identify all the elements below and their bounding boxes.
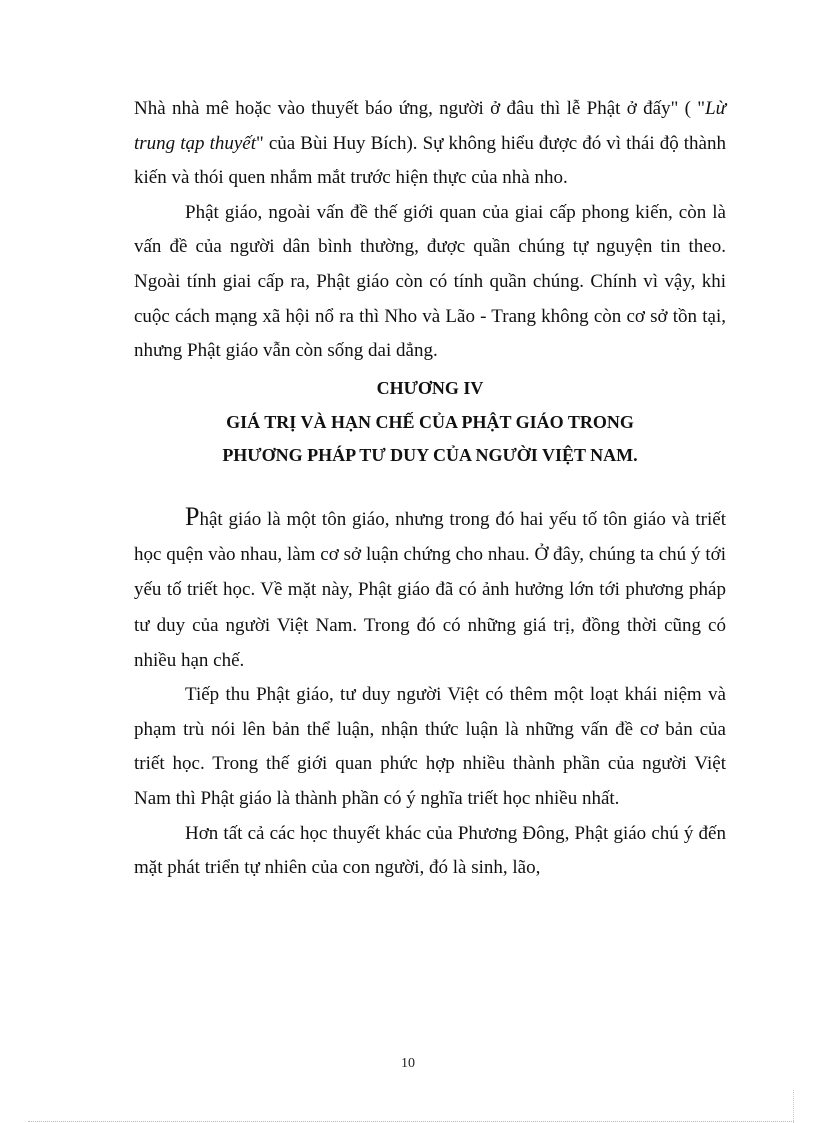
book-title: Lừ trung tạp thuyết (134, 98, 726, 154)
paragraph-buddhism-religion (134, 502, 726, 678)
paragraph-text: Nhà nhà mê hoặc vào thuyết báo ứng, người ở đâu thì lễ Phật ở đấy" ( " (134, 98, 706, 119)
section-spacer (134, 472, 726, 502)
paragraph-text: " của Bùi Huy Bích). Sự không hiểu được đó vì thái độ thành kiến và thói quen nhắm mắt trước hiện thực của nhà nho. (134, 132, 726, 189)
page-right-border (793, 1090, 794, 1123)
paragraph-concepts: Tiếp thu Phật giáo, tư duy người Việt có thêm một loạt khái niệm và phạm trù nói lên bản thể luận, nhận thức luận là những vấn đề cơ bản của triết học. Trong thế giới quan phức hợp nhiều thành phần của người Việt Nam thì Phật giáo là thành phần có ý nghĩa triết học nhiều nhất. (134, 684, 726, 810)
chapter-title-line-1: GIÁ TRỊ VÀ HẠN CHẾ CỦA PHẬT GIÁO TRONG (226, 411, 634, 432)
paragraph-continuation (134, 92, 726, 196)
paragraph-buddhism-masses: Phật giáo, ngoài vấn đề thế giới quan của giai cấp phong kiến, còn là vấn đề của người dân bình thường, được quần chúng tự nguyện tin theo. Ngoài tính giai cấp ra, Phật giáo còn có tính quần chúng. Chính vì vậy, khi cuộc cách mạng xã hội nổ ra thì Nho và Lão - Trang không còn cơ sở tồn tại, nhưng Phật giáo vẫn còn sống dai dẳng. (134, 201, 726, 362)
page-number: 10 (401, 1056, 415, 1071)
chapter-label: CHƯƠNG IV (376, 377, 484, 398)
chapter-title-line-2: PHƯƠNG PHÁP TƯ DUY CỦA NGƯỜI VIỆT NAM. (222, 444, 638, 465)
document-body (134, 92, 726, 886)
paragraph-natural-development: Hơn tất cả các học thuyết khác của Phương Đông, Phật giáo chú ý đến mặt phát triển tự nhiên của con người, đó là sinh, lão, (134, 822, 726, 879)
page-bottom-border (28, 1121, 794, 1122)
drop-letter: P (185, 501, 200, 531)
paragraph-text: hật giáo là một tôn giáo, nhưng trong đó hai yếu tố tôn giáo và triết học quện vào nhau, làm cơ sở luận chứng cho nhau. Ở đây, chúng ta chú ý tới yếu tố triết học. Về mặt này, Phật giáo đã có ảnh hưởng lớn tới phương pháp tư duy của người Việt Nam. Trong đó có những giá trị, đồng thời cũng có nhiều hạn chế. (134, 508, 726, 671)
